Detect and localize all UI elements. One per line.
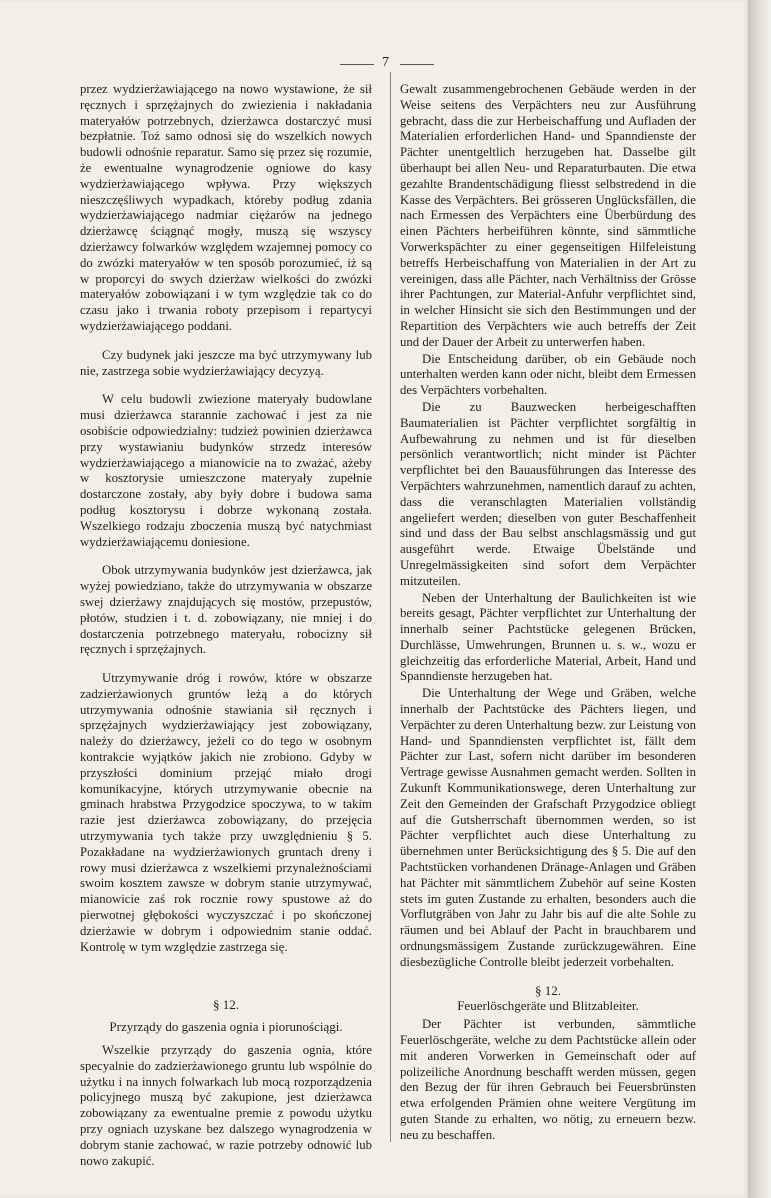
paragraph: Die zu Bauzwecken herbeigeschafften Baumaterialien ist Pächter verpflichtet sorgfältig in Aufbewahrung zu nehmen und ist für dieselben persönlich verantwortlich; nicht minder ist Pächter verpflichtet bei den Bauausführungen das Interesse des Verpächters wahrzunehmen, namentlich darauf zu achten, dass die veranschlagten Materialien vollständig angeliefert werden; dieselben von guter Beschaffenheit sind und dass der Bau selbst anschlagsmässig und gut ausgeführt werde. Etwaige Übelstände und Unregelmässigkeiten sind sofort dem Verpächter mitzuteilen.	[400, 399, 696, 588]
header-rule-right	[400, 64, 434, 65]
paragraph: Obok utrzymywania budynków jest dzierżawca, jak wyżej powiedziano, także do utrzymywania w obszarze swej dzierżawy znajdujących się mostów, przepustów, płotów, studzien i t. d. zobowiązany, nie mniej i do dostarczenia potrzebnego materyału, robocizny sił ręcznych i sprzężajnych.	[80, 563, 372, 657]
paragraph: Die Unterhaltung der Wege und Gräben, welche innerhalb der Pachtstücke des Pächters liegen, und Verpächter zu deren Unterhaltung bezw. zur Leistung von Hand- und Spanndiensten verpflichtet ist, fällt dem Pächter zur Last, sofern nicht darüber im besonderen Vertrage gewisse Ausnahmen gemacht werden. Sollten in Zukunft Kommunikationswege, deren Unterhaltung zur Zeit den Gemeinden der Grafschaft Przygodzice obliegt auf die Gutsherrschaft übernommen werden, so ist Pächter verpflichtet auch diese Unterhaltung zu übernehmen unter Berücksichtigung des § 5. Die auf den Pachtstücken vorhandenen Dränage-Anlagen und Gräben hat Pächter mit sämmtlichem Zubehör auf seine Kosten stets im guten Zustande zu erhalten, besonders auch die Vorflutgräben von Jahr zu Jahr bis auf die alte Sohle zu räumen und bei Ablauf der Pacht in brauchbarem und ordnungsmässigem Zustande zurückzugewähren. Eine diesbezügliche Controlle bleibt jederzeit vorbehalten.	[400, 686, 696, 969]
paragraph: przez wydzierżawiającego na nowo wystawione, że sił ręcznych i sprzężajnych do zwiezienia i nakładania materyałów potrzebnych, dzierżawca dostarczyć musi bezpłatnie. Toż samo odnosi się do wszelkich nowych budowli odnośnie reparatur. Samo się przez się rozumie, że ewentualne wynagrodzenie ogniowe do kasy wydzierżawiającego wpływa. Przy większych nieszczęśliwych wypadkach, któreby podług zdania wydzierżawiającego nadmiar ciężarów na jednego dzierżawcę ściągnąć mogły, muszą się wszyscy dzierżawcy folwarków względem wzajemnej pomocy co do zwózki materyałów w ten sposób porozumieć, iż są w proporcyi do swych dzierżaw wielkości do zwózki materyałów zobowiązani i w tym względzie tak co do czasu jako i trwania roboty przepisom i repartycyi wydzierżawiającego poddani.	[80, 82, 372, 333]
paragraph: Czy budynek jaki jeszcze ma być utrzymywany lub nie, zastrzega sobie wydzierżawiający decyzyą.	[80, 347, 372, 378]
left-column-polish	[80, 82, 372, 1182]
section-number: § 12.	[535, 982, 561, 998]
page-edge	[748, 0, 771, 1198]
right-column-german	[400, 82, 696, 1145]
paragraph: W celu budowli zwiezione materyały budowlane musi dzierżawca starannie zachować i jest za nie osobiście odpowiedzialny: tudzież powinien dzierżawca przy wystawianiu budynków strzedz interesów wydzierżawiającego a mianowicie na to zważać, ażeby w kosztorysie umieszczone materyały zupełnie dostarczone zostały, aby były dobre i budowa sama podług kosztorysu i dobrze wykonaną została. Wszelkiego rodzaju zboczenia muszą być natychmiast wydzierżawiającemu doniesione.	[80, 392, 372, 549]
section-title: Feuerlöschgeräte und Blitzableiter.	[457, 998, 639, 1014]
paragraph: Gewalt zusammengebrochenen Gebäude werden in der Weise seitens des Verpächters neu zur Ausführung gebracht, dass die zur Herbeischaffung und Aufladen der Materialien erforderlichen Hand- und Spanndienste der Pächter unentgeltlich herzugeben hat. Dasselbe gilt überhaupt bei allen Neu- und Reparaturbauten. Die etwa gezahlte Brandentschädigung fliesst selbstredend in die Kasse des Verpächters. Bei grösseren Unglücksfällen, die nach Ermessen des Verpächters eine Überbürdung des einen Pächters herbeiführen könnte, sind sämmtliche Vorwerkspächter zu einer gegenseitigen Hilfeleistung betreffs Herbeischaffung von Materialien in der Art zu vereinigen, dass alle Pächter, nach Verhältniss der Grösse ihrer Pachtungen, zur Material-Anfuhr verpflichtet sind, in welcher Hinsicht sie sich den Bestimmungen und der Repartition des Verpächters wie auch betreffs der Zeit und der Dauer der Arbeit zu unterwerfen haben.	[400, 82, 696, 349]
paragraph: Der Pächter ist verbunden, sämmtliche Feuerlöschgeräte, welche zu dem Pachtstücke allein oder mit anderen Vorwerken in Gemeinschaft oder auf polizeiliche Anordnung beschafft werden müssen, gegen den Bezug der für ihren Gebrauch bei Feuersbrünsten etwa erfolgenden Prämien ohne weitere Vergütung im guten Stande zu erhalten, wo nötig, zu erneuern bezw. neu zu beschaffen.	[400, 1017, 696, 1142]
page-number: 7	[382, 55, 389, 70]
paragraph: Utrzymywanie dróg i rowów, które w obszarze zadzierżawionych gruntów leżą a do których utrzymywania odnośnie stawiania sił ręcznych i sprzężajnych wydzierżawiający jest zobowiązany, należy do dzierżawcy, jeżeli co do tego w osobnym kontrakcie wyjątków jakich nie zrobiono. Gdyby w przyszłości dominium przejąć miało drogi komunikacyjne, których utrzymywanie obecnie na gminach hrabstwa Przygodzice spoczywa, to w takim razie jest dzierżawca zobowiązany, do przejęcia utrzymywania tych także przy uwzględnieniu § 5. Pozakładane na wydzierżawionych gruntach dreny i rowy musi dzierżawca z wszelkiemi przynależnościami swoim kosztem zawsze w dobrym stanie utrzymywać, mianowicie zaś rok rocznie rowy spustowe aż do pierwotnej głębokości wyczyszczać i po skończonej dzierżawie w dobrym i odpowiednim stanie oddać. Kontrolę w tym względzie zastrzega się.	[80, 671, 372, 954]
section-number: § 12.	[213, 997, 239, 1013]
paragraph: Neben der Unterhaltung der Baulichkeiten ist wie bereits gesagt, Pächter verpflichtet zur Unterhaltung der innerhalb seiner Pachtstücke gelegenen Brücken, Durchlässe, Umwehrungen, Brunnen u. s. w., wozu er gleichzeitig das erforderliche Material, Arbeit, Hand und Spanndienste herzugeben hat.	[400, 590, 696, 684]
paragraph: Die Entscheidung darüber, ob ein Gebäude noch unterhalten werden kann oder nicht, bleibt dem Ermessen des Verpächters vorbehalten.	[400, 351, 696, 398]
section-title: Przyrządy do gaszenia ognia i piorunościągi.	[109, 1019, 343, 1035]
paragraph: Wszelkie przyrządy do gaszenia ognia, które specyalnie do zadzierżawionego gruntu lub wspólnie do użytku i na innych folwarkach lub mocą rozporządzenia policyjnego muszą być zakupione, jest dzierżawca zobowiązany za ewentualne premie z powodu użytku przy ogniach uzyskane bez dalszego wynagrodzenia w dobrym stanie zachować, w razie potrzeby odnowić lub nowo zakupić.	[80, 1043, 372, 1168]
column-divider	[390, 72, 391, 1142]
